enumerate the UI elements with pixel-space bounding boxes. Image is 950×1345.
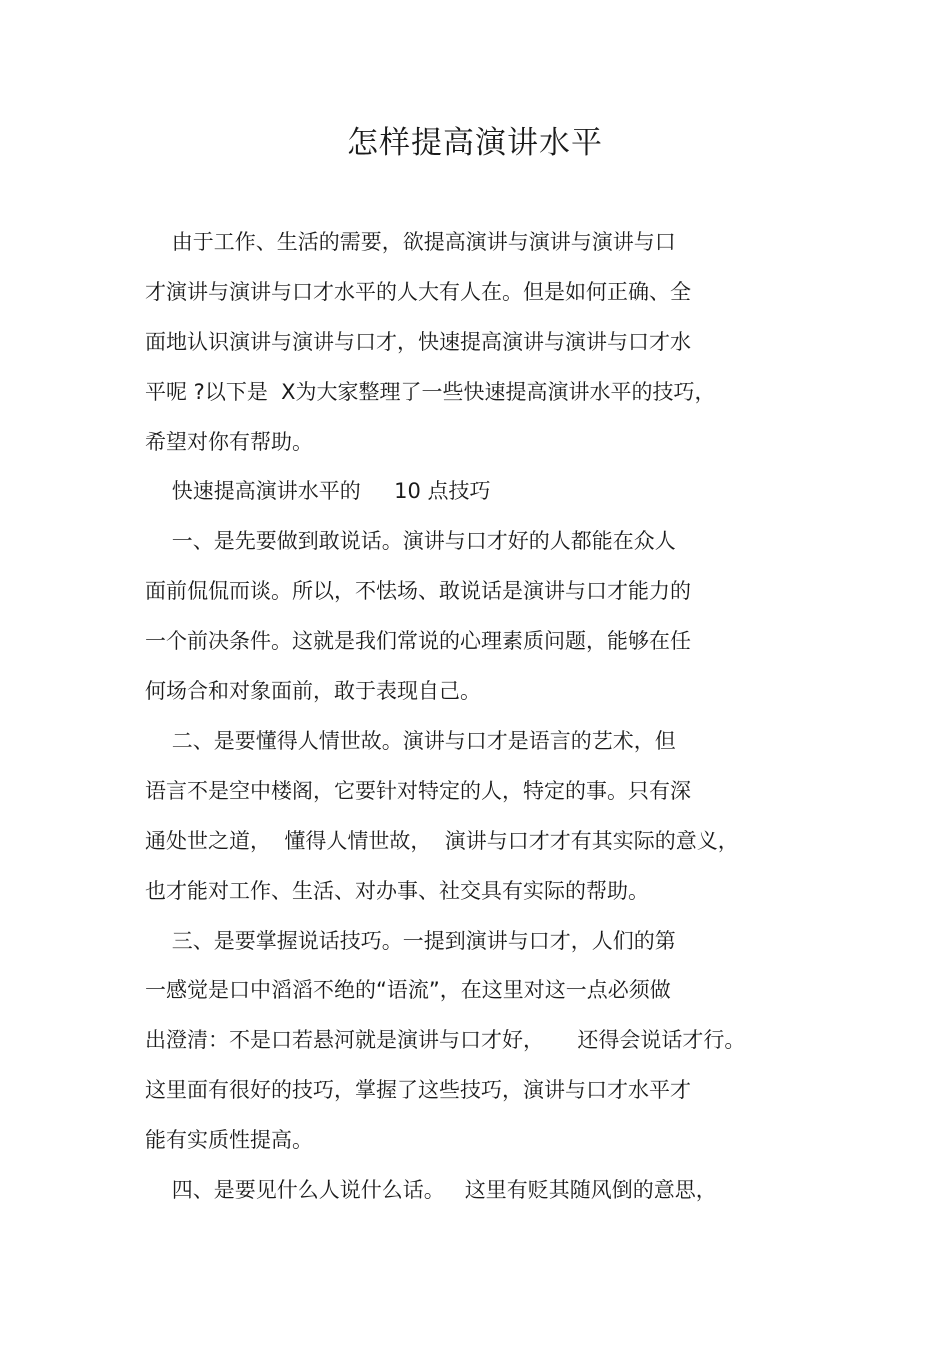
paragraph-line: 面地认识演讲与演讲与口才，快速提高演讲与演讲与口才水 — [145, 330, 691, 354]
paragraph-line: 何场合和对象面前，敢于表现自己。 — [145, 679, 481, 703]
paragraph-line: 三、是要掌握说话技巧。一提到演讲与口才，人们的第 — [145, 929, 676, 953]
paragraph-line: 面前侃侃而谈。所以，不怯场、敢说话是演讲与口才能力的 — [145, 579, 691, 603]
paragraph-line: 由于工作、生活的需要，欲提高演讲与演讲与演讲与口 — [145, 230, 676, 254]
document-title: 怎样提高演讲水平 — [347, 125, 603, 161]
paragraph-line: 语言不是空中楼阁，它要针对特定的人，特定的事。只有深 — [145, 779, 691, 803]
paragraph-line: 能有实质性提高。 — [145, 1128, 313, 1152]
paragraph-line: 四、是要见什么人说什么话。 这里有贬其随风倒的意思， — [145, 1178, 717, 1202]
section-heading-line: 快速提高演讲水平的 10 点技巧 — [145, 479, 491, 503]
paragraph-line: 一个前决条件。这就是我们常说的心理素质问题，能够在任 — [145, 629, 691, 653]
paragraph-line: 通处世之道， 懂得人情世故， 演讲与口才才有其实际的意义， — [145, 829, 739, 853]
paragraph-line: 一、是先要做到敢说话。演讲与口才好的人都能在众人 — [145, 529, 676, 553]
paragraph-line: 二、是要懂得人情世故。演讲与口才是语言的艺术，但 — [145, 729, 676, 753]
paragraph-line: 这里面有很好的技巧，掌握了这些技巧，演讲与口才水平才 — [145, 1078, 691, 1102]
paragraph-line: 也才能对工作、生活、对办事、社交具有实际的帮助。 — [145, 879, 649, 903]
paragraph-line: 希望对你有帮助。 — [145, 430, 313, 454]
paragraph-line: 才演讲与演讲与口才水平的人大有人在。但是如何正确、全 — [145, 280, 691, 304]
paragraph-line: 平呢 ?以下是 X为大家整理了一些快速提高演讲水平的技巧， — [145, 380, 716, 404]
paragraph-line: 一感觉是口中滔滔不绝的“语流”，在这里对这一点必须做 — [145, 978, 671, 1002]
paragraph-line: 出澄清：不是口若悬河就是演讲与口才好， 还得会说话才行。 — [145, 1028, 746, 1052]
